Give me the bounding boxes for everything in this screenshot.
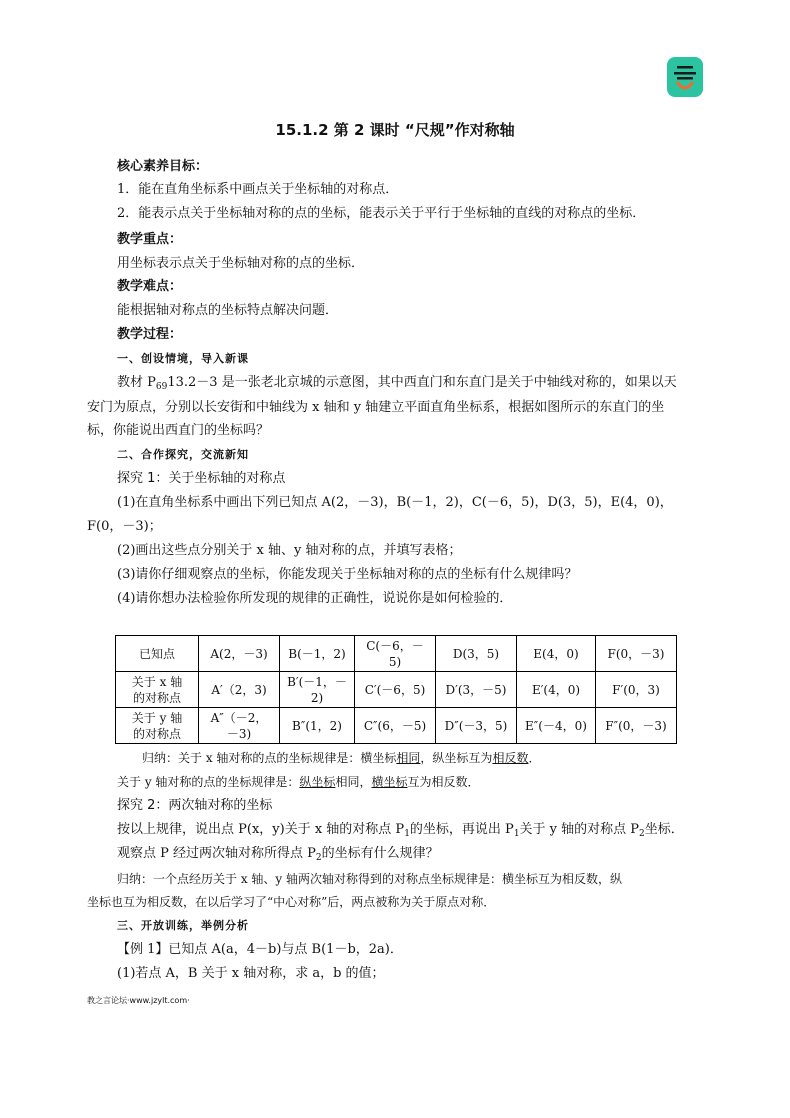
table-cell: A″（－2， －3): [199, 708, 280, 744]
process-heading: 教学过程：: [117, 327, 183, 342]
explore2-line2: 观察点 P 经过两次轴对称所得点 $P_2$的坐标有什么规律？: [117, 846, 439, 863]
question-1b: F(0，－3)；: [87, 519, 162, 534]
key-points-text: 用坐标表示点关于坐标轴对称的点的坐标．: [117, 256, 365, 271]
table-cell: D′(3，－5): [436, 672, 517, 708]
difficulty-text: 能根据轴对称点的坐标特点解决问题．: [117, 303, 339, 318]
section2-heading: 二、合作探究，交流新知: [117, 448, 249, 461]
table-cell: 关于 x 轴 的对称点: [116, 672, 199, 708]
example-1-question-1: (1)若点 A，B 关于 x 轴对称，求 a，b 的值；: [117, 966, 385, 981]
question-2: (2)画出这些点分别关于 x 轴、y 轴对称的点，并填写表格；: [117, 543, 462, 558]
table-cell: C(－6，－ 5): [355, 636, 436, 672]
table-cell: F″(0，－3): [596, 708, 677, 744]
explore2-line1: 按以上规律，说出点 P(x，y)关于 x 轴的对称点 $P_1$的坐标，再说出 $P_1$关于 y 轴的对称点 $P_2$坐标．: [117, 822, 684, 839]
table-cell: B(－1，2): [280, 636, 355, 672]
section1-line3: 标，你能说出西直门的坐标吗？: [87, 423, 270, 438]
section3-heading: 三、开放训练，举例分析: [117, 919, 249, 932]
brand-logo-icon: [667, 57, 703, 97]
table-cell: E″(－4，0): [517, 708, 596, 744]
table-cell: D″(－3，5): [436, 708, 517, 744]
table-cell: C′(－6，5): [355, 672, 436, 708]
explore2-summary-a: 归纳：一个点经历关于 x 轴、y 轴两次轴对称得到的对称点坐标规律是：横坐标互为相反数，纵: [117, 872, 622, 886]
table-cell: F(0，－3): [596, 636, 677, 672]
summary-x-axis: 归纳：关于 x 轴对称的点的坐标规律是：横坐标相同，纵坐标互为相反数．: [142, 751, 541, 765]
question-3: (3)请你仔细观察点的坐标，你能发现关于坐标轴对称的点的坐标有什么规律吗？: [117, 567, 578, 582]
goals-heading: 核心素养目标：: [117, 159, 209, 174]
symmetry-table: [115, 635, 677, 744]
explore1-title: 探究 1：关于坐标轴的对称点: [117, 471, 286, 486]
table-cell: D(3，5): [436, 636, 517, 672]
table-cell: C″(6，－5): [355, 708, 436, 744]
summary-y-axis: 关于 y 轴对称的点的坐标规律是：纵坐标相同，横坐标互为相反数．: [117, 775, 480, 789]
table-cell: B′(－1，－ 2): [280, 672, 355, 708]
table-cell: E′(4，0): [517, 672, 596, 708]
table-cell: B″(1，2): [280, 708, 355, 744]
goal-item-1: 1．能在直角坐标系中画点关于坐标轴的对称点．: [117, 182, 399, 197]
table-cell: A(2，－3): [199, 636, 280, 672]
section1-line1: 教材 $P_{69}13.2-3$ 是一张老北京城的示意图，其中西直门和东直门是关于中轴线对称的，如果以天: [117, 375, 677, 392]
table-cell: F′(0，3): [596, 672, 677, 708]
table-row: [116, 636, 677, 672]
explore2-summary-b: 坐标也互为相反数，在以后学习了“中心对称”后，两点被称为关于原点对称．: [87, 895, 496, 909]
table-cell: 已知点: [116, 636, 199, 672]
difficulty-heading: 教学难点：: [117, 279, 183, 294]
page-title: 15.1.2 第 2 课时 “尺规”作对称轴: [275, 121, 515, 139]
question-1a: (1)在直角坐标系中画出下列已知点 A(2，－3)，B(－1，2)，C(－6，5)，D(3，5)，E(4，0)，: [117, 495, 673, 510]
explore2-title: 探究 2：两次轴对称的坐标: [117, 798, 273, 813]
section1-line2: 安门为原点，分别以长安街和中轴线为 x 轴和 y 轴建立平面直角坐标系，根据如图所示的东直门的坐: [87, 400, 665, 415]
example-1: 【例 1】已知点 A(a，4－b)与点 B(1－b，2a)．: [117, 942, 403, 957]
table-cell: A′（2，3): [199, 672, 280, 708]
footer-text: 教之言论坛·www.jzylt.com·: [87, 996, 190, 1005]
table-row: [116, 672, 677, 708]
table-row: [116, 708, 677, 744]
section1-heading: 一、创设情境，导入新课: [117, 352, 249, 365]
question-4: (4)请你想办法检验你所发现的规律的正确性，说说你是如何检验的．: [117, 591, 513, 606]
goal-item-2: 2．能表示点关于坐标轴对称的点的坐标，能表示关于平行于坐标轴的直线的对称点的坐标．: [117, 206, 646, 221]
table-cell: 关于 y 轴 的对称点: [116, 708, 199, 744]
key-points-heading: 教学重点：: [117, 232, 183, 247]
table-cell: E(4，0): [517, 636, 596, 672]
